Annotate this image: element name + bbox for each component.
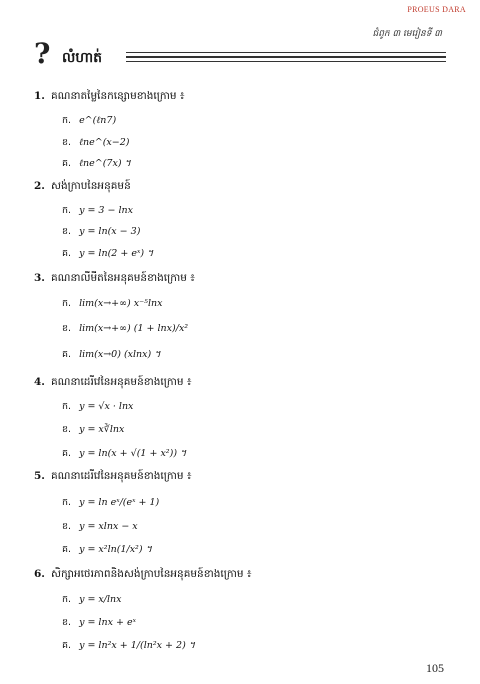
question-3-item-b: ខ. lim(x→+∞) (1 + lnx)/x² [62, 323, 189, 334]
question-1-item-c: គ. ℓne^(7x) ។ [62, 158, 131, 169]
question-number: 3. [34, 272, 45, 284]
question-number: 6. [34, 568, 45, 580]
question-2-item-c: គ. y = ln(2 + eˣ) ។ [62, 248, 154, 259]
formula: ℓne^(7x) ។ [79, 158, 131, 169]
question-2-item-b: ខ. y = ln(x − 3) [62, 226, 141, 237]
formula: y = x²ln(1/x²) ។ [79, 544, 152, 555]
formula: y = √x · lnx [79, 401, 134, 412]
question-4-item-a: ក. y = √x · lnx [62, 401, 134, 412]
formula: ℓne^(x−2) [79, 137, 130, 148]
formula: lim(x→0) (xlnx) ។ [79, 349, 161, 360]
question-prompt: គណនាដេរីវេនៃអនុគមន៍ខាងក្រោម ៖ [50, 376, 192, 388]
question-5-item-b: ខ. y = xlnx − x [62, 521, 138, 532]
formula: lim(x→+∞) (1 + lnx)/x² [79, 323, 189, 334]
watermark: PROEUS DARA [407, 5, 466, 14]
header-rule [126, 52, 446, 53]
question-number: 1. [34, 90, 45, 102]
question-1-item-b: ខ. ℓne^(x−2) [62, 137, 130, 148]
formula: y = ln(x − 3) [79, 226, 141, 237]
question-prompt: សង់ក្រាបនៃអនុគមន៍ [50, 180, 131, 192]
question-4 [34, 376, 192, 391]
question-5 [34, 470, 192, 485]
formula: y = lnx + eˣ [79, 617, 136, 628]
question-6-item-b: ខ. y = lnx + eˣ [62, 617, 136, 628]
question-3-item-c: គ. lim(x→0) (xlnx) ។ [62, 349, 161, 360]
formula: y = ln(x + √(1 + x²)) ។ [79, 448, 187, 459]
question-4-item-b: ខ. y = x∛lnx [62, 424, 125, 435]
question-4-item-c: គ. y = ln(x + √(1 + x²)) ។ [62, 448, 187, 459]
question-2 [34, 180, 131, 195]
question-prompt: គណនាលីមីតនៃអនុគមន៍ខាងក្រោម ៖ [50, 272, 195, 284]
page-number: 105 [426, 661, 444, 675]
question-number: 4. [34, 376, 45, 388]
formula: y = x/lnx [79, 594, 122, 605]
formula: y = x∛lnx [79, 424, 125, 435]
question-number: 5. [34, 470, 45, 482]
exercise-header [34, 37, 446, 70]
question-prompt: គណនាដេរីវេនៃអនុគមន៍ខាងក្រោម ៖ [50, 470, 192, 482]
question-6-item-c: គ. y = ln²x + 1/(ln²x + 2) ។ [62, 640, 196, 651]
question-mark-icon: ? [34, 37, 51, 70]
formula: y = ln²x + 1/(ln²x + 2) ។ [79, 640, 196, 651]
question-3-item-a: ក. lim(x→+∞) x⁻⁵lnx [62, 298, 163, 309]
formula: e^(ℓn7) [79, 115, 117, 126]
question-5-item-a: ក. y = ln eˣ/(eˣ + 1) [62, 497, 160, 508]
question-1-item-a: ក. e^(ℓn7) [62, 115, 117, 126]
page-title: លំហាត់ [62, 50, 102, 66]
question-prompt: សិក្សាអថេរភាពនិងសង់ក្រាបនៃអនុគមន៍ខាងក្រោម ៖ [50, 568, 252, 580]
formula: y = xlnx − x [79, 521, 138, 532]
question-3 [34, 272, 195, 287]
header-rule [126, 61, 446, 62]
header-rule [126, 56, 446, 58]
question-prompt: គណនាតម្លៃនៃកន្សោមខាងក្រោម ៖ [50, 90, 185, 102]
question-2-item-a: ក. y = 3 − lnx [62, 205, 133, 216]
formula: y = 3 − lnx [79, 205, 133, 216]
question-6 [34, 568, 251, 583]
formula: y = ln eˣ/(eˣ + 1) [79, 497, 160, 508]
chapter-label: ជំពូក ៣ មេរៀនទី ៣ [372, 29, 442, 39]
question-number: 2. [34, 180, 45, 192]
question-5-item-c: គ. y = x²ln(1/x²) ។ [62, 544, 152, 555]
formula: lim(x→+∞) x⁻⁵lnx [79, 298, 163, 309]
question-6-item-a: ក. y = x/lnx [62, 594, 122, 605]
formula: y = ln(2 + eˣ) ។ [79, 248, 154, 259]
question-1 [34, 90, 184, 105]
